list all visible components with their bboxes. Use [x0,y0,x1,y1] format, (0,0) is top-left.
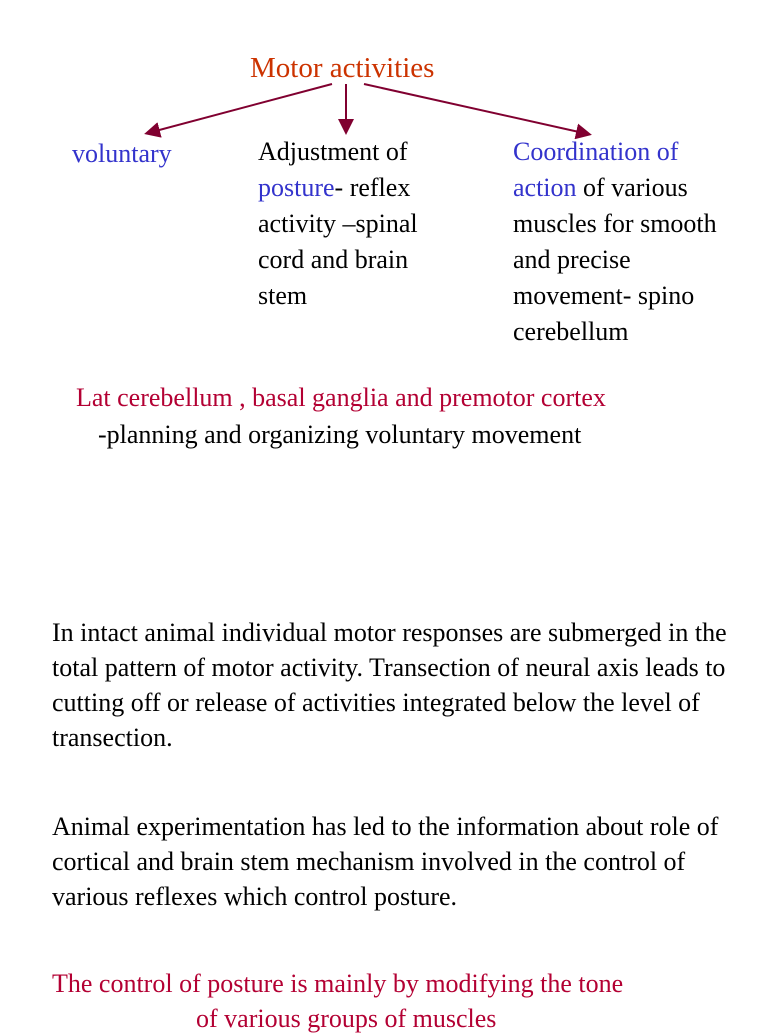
coordination-line-1: Coordination of [513,137,679,166]
coordination-rest: of various [576,173,688,202]
coordination-highlight: action [513,173,577,202]
posture-line-5: stem [258,281,308,310]
paragraph-intact-animal: In intact animal individual motor responses are submerged in the total pattern of motor activity. Transection of neural axis leads to cutting off or release of activities integrated below the level of transection. [52,618,727,752]
coordination-line-3: muscles for smooth [513,209,717,238]
branch-posture [258,134,498,314]
paragraph-animal-experimentation: Animal experimentation has led to the information about role of cortical and brain stem mechanism involved in the control of various reflexes which control posture. [52,812,719,911]
planning-line: -planning and organizing voluntary movement [98,420,582,449]
posture-line-4: cord and brain [258,245,409,274]
posture-control-line-2: of various groups of muscles [196,1004,497,1033]
posture-rest: - reflex [334,173,411,202]
branch-coordination [513,134,763,350]
coordination-line-4: and precise [513,245,631,274]
arrow-right [364,84,588,134]
coordination-line-2 [513,170,763,206]
coordination-line-6: cerebellum [513,317,629,346]
lat-cerebellum-line: Lat cerebellum , basal ganglia and premotor cortex [76,383,606,412]
posture-line-2 [258,170,498,206]
posture-line-1: Adjustment of [258,137,408,166]
posture-control-line-1: The control of posture is mainly by modifying the tone [52,969,624,998]
arrow-left [148,84,332,133]
coordination-line-5: movement- spino [513,281,695,310]
posture-highlight: posture [258,173,335,202]
paragraph-posture-control [52,966,752,1036]
branch-voluntary: voluntary [72,139,172,168]
page-title: Motor activities [250,52,435,84]
posture-line-3: activity –spinal [258,209,418,238]
